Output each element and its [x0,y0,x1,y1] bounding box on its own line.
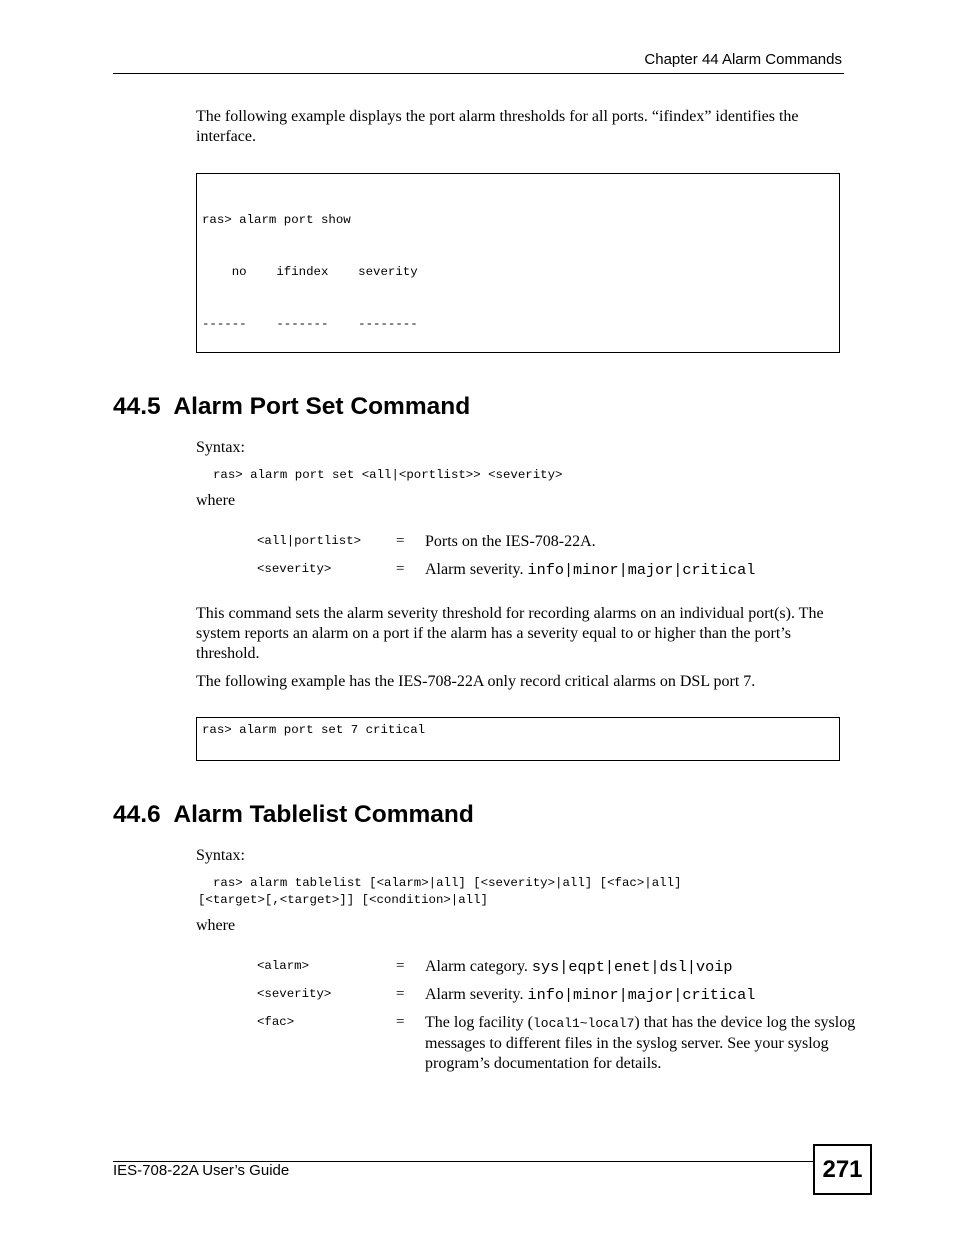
param-values: info|minor|major|critical [527,986,756,1004]
section-number: 44.6 [113,801,161,828]
syntax-code-line-1: ras> alarm tablelist [<alarm>|all] [<severity>|all] [<fac>|all] [213,876,682,890]
param-equals: = [396,533,405,549]
section-heading-44-5 [113,393,470,421]
param-name: <fac> [257,1015,295,1029]
param-equals: = [396,1014,405,1030]
param-text: Ports on the IES-708-22A. [425,533,596,550]
where-label: where [196,492,236,509]
syntax-code: ras> alarm port set <all|<portlist>> <severity> [213,468,563,482]
param-name: <severity> [257,562,332,576]
section-heading-44-6 [113,801,474,829]
param-name: <alarm> [257,959,310,973]
param-text: Alarm severity. [425,561,528,578]
param-name: <severity> [257,987,332,1001]
syntax-code-line-2: [<target>[,<target>]] [<condition>|all] [198,893,488,907]
param-values: sys|eqpt|enet|dsl|voip [531,958,733,976]
chapter-header: Chapter 44 Alarm Commands [644,51,842,68]
code-example-port-show [196,173,840,353]
section-title: Alarm Tablelist Command [173,801,474,828]
where-label: where [196,917,236,934]
description-paragraph: This command sets the alarm severity threshold for recording alarms on an individual port(s). The system reports an alarm on a port if the alarm has a severity equal to or higher than the port’s threshold. [196,605,824,662]
intro-paragraph: The following example displays the port alarm thresholds for all ports. “ifindex” identifies the interface. [196,108,799,145]
param-description [425,532,865,552]
section-number: 44.5 [113,393,161,420]
param-name: <all|portlist> [257,534,362,548]
code-line: ras> alarm port set 7 critical [202,723,426,737]
syntax-label: Syntax: [196,847,245,864]
param-equals: = [396,561,405,577]
param-equals: = [396,958,405,974]
param-text: Alarm category. [425,958,532,975]
param-values: local1~local7 [532,1016,635,1031]
param-description [425,560,865,580]
header-rule [113,73,844,74]
footer-guide-title: IES-708-22A User’s Guide [113,1162,290,1179]
code-line: no ifindex severity [202,265,418,279]
code-line: ras> alarm port show [202,213,351,228]
page-number: 271 [813,1144,872,1195]
param-equals: = [396,986,405,1002]
example-paragraph: The following example has the IES-708-22A only record critical alarms on DSL port 7. [196,673,756,690]
param-text: ) that has the device log the syslog messages to different files in the syslog server. See your syslog program’s documentation for details. [425,1014,856,1072]
param-values: info|minor|major|critical [527,561,756,579]
section-title: Alarm Port Set Command [173,393,471,420]
syntax-label: Syntax: [196,439,245,456]
param-description [425,985,865,1005]
param-description [425,957,865,977]
code-line: ------ ------- -------- [202,316,418,331]
code-example-port-set [196,717,840,761]
param-text: The log facility ( [425,1014,533,1031]
param-text: Alarm severity. [425,986,528,1003]
param-description [425,1013,865,1074]
